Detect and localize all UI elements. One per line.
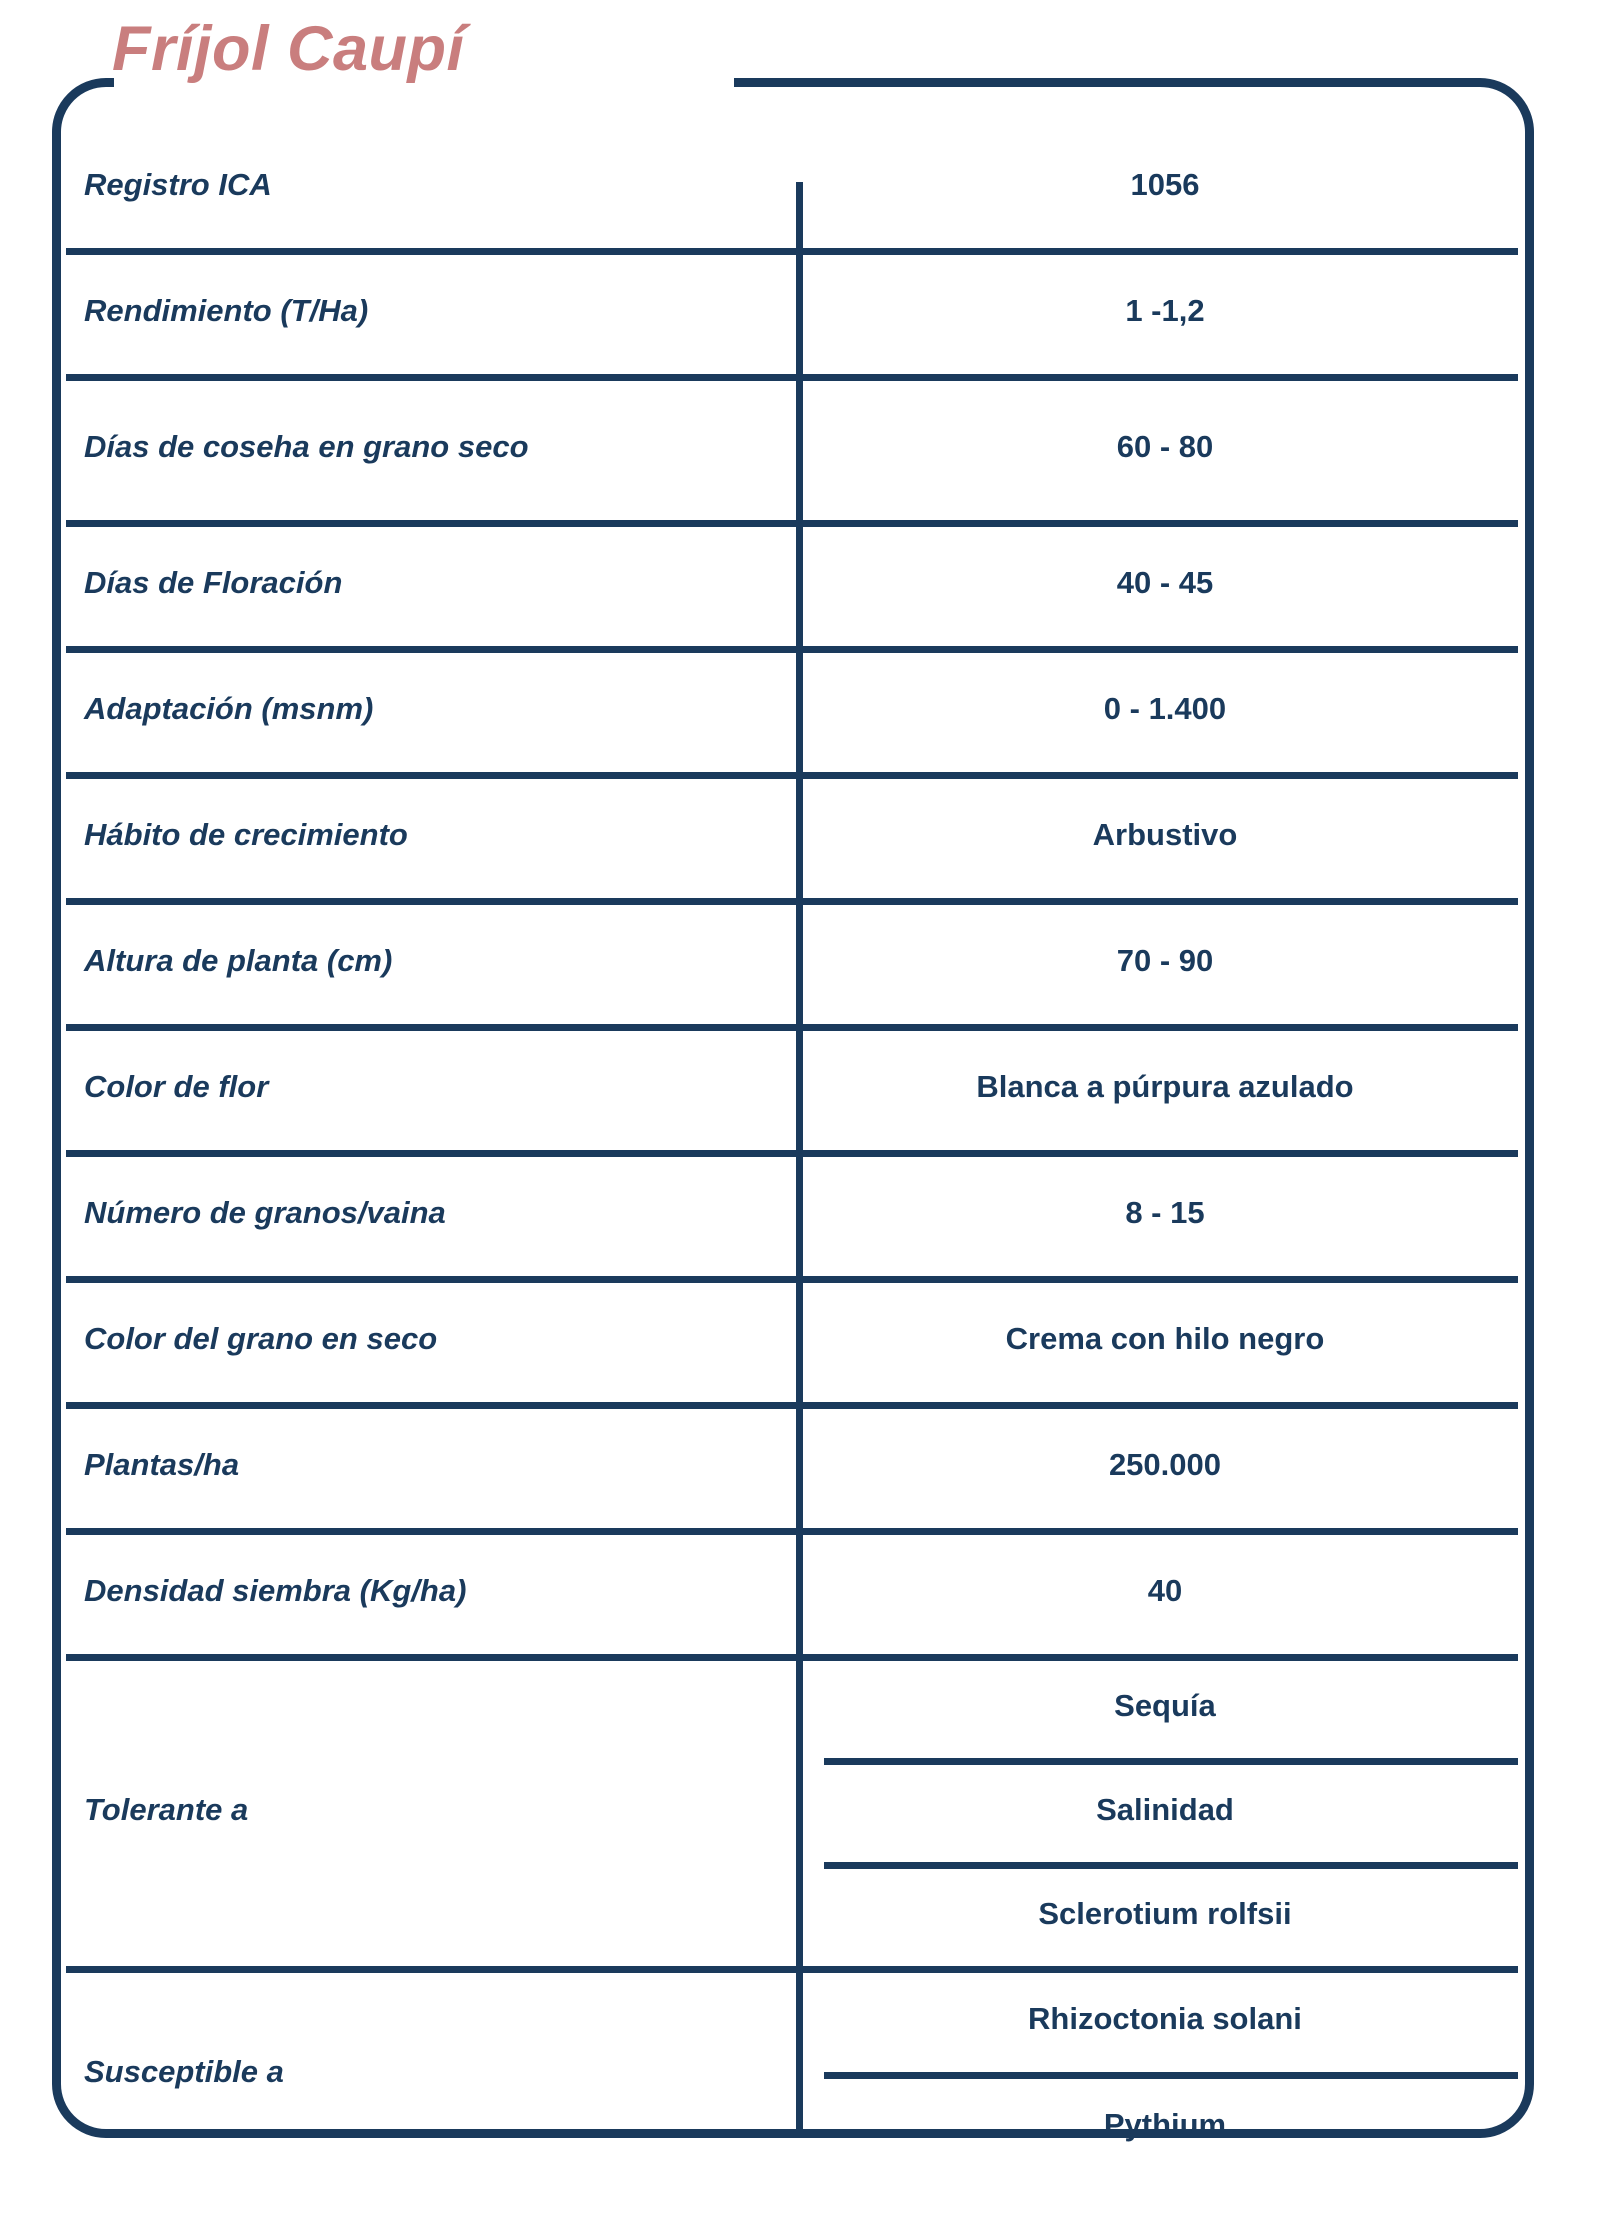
table-row [52, 122, 1534, 248]
table-row [52, 248, 1534, 374]
row-label: Días de Floración [84, 565, 343, 601]
table-row [52, 1150, 1534, 1276]
row-value-list [796, 1966, 1534, 2178]
row-value: Arbustivo [1092, 817, 1238, 853]
row-subvalue: Rhizoctonia solani [1028, 2001, 1302, 2037]
row-value: 1056 [1130, 167, 1200, 203]
row-label: Susceptible a [84, 2054, 284, 2090]
row-label: Altura de planta (cm) [84, 943, 393, 979]
row-label: Hábito de crecimiento [84, 817, 408, 853]
row-value: Blanca a púrpura azulado [976, 1069, 1354, 1105]
table-row [52, 1402, 1534, 1528]
row-label: Plantas/ha [84, 1447, 240, 1483]
specification-table [52, 78, 1534, 2143]
table-rows [52, 122, 1534, 2143]
table-row-susceptible [52, 1966, 1534, 2178]
row-subvalue: Sclerotium rolfsii [796, 1862, 1534, 1966]
row-label: Rendimiento (T/Ha) [84, 293, 369, 329]
row-label: Color del grano en seco [84, 1321, 438, 1357]
row-label: Adaptación (msnm) [84, 691, 374, 727]
row-value-list [796, 1654, 1534, 1966]
row-value: 250.000 [1108, 1447, 1221, 1483]
row-subvalue: Pythium [796, 2072, 1534, 2178]
row-value: 70 - 90 [1116, 943, 1214, 979]
row-value: 0 - 1.400 [1103, 691, 1227, 727]
table-row [52, 1276, 1534, 1402]
table-row [52, 898, 1534, 1024]
row-subvalue: Sequía [1114, 1688, 1216, 1724]
table-row [52, 374, 1534, 520]
row-label: Registro ICA [84, 167, 272, 203]
row-label: Densidad siembra (Kg/ha) [84, 1573, 467, 1609]
row-value: 40 [1147, 1573, 1183, 1609]
column-divider [796, 182, 803, 2138]
table-row-tolerante [52, 1654, 1534, 1966]
table-row [52, 1528, 1534, 1654]
table-row [52, 520, 1534, 646]
row-label: Color de flor [84, 1069, 269, 1105]
row-value: 1 -1,2 [1125, 293, 1205, 329]
row-label: Tolerante a [84, 1792, 249, 1828]
row-value: 40 - 45 [1116, 565, 1214, 601]
row-value: Crema con hilo negro [1005, 1321, 1325, 1357]
page-title: Fríjol Caupí [112, 14, 465, 84]
table-row [52, 646, 1534, 772]
table-row [52, 772, 1534, 898]
row-value: 8 - 15 [1125, 1195, 1205, 1231]
row-label: Días de coseha en grano seco [84, 429, 529, 465]
table-row [52, 1024, 1534, 1150]
row-value: 60 - 80 [1116, 429, 1214, 465]
row-label: Número de granos/vaina [84, 1195, 446, 1231]
crop-info-card [52, 78, 1534, 2143]
row-subvalue: Salinidad [796, 1758, 1534, 1862]
